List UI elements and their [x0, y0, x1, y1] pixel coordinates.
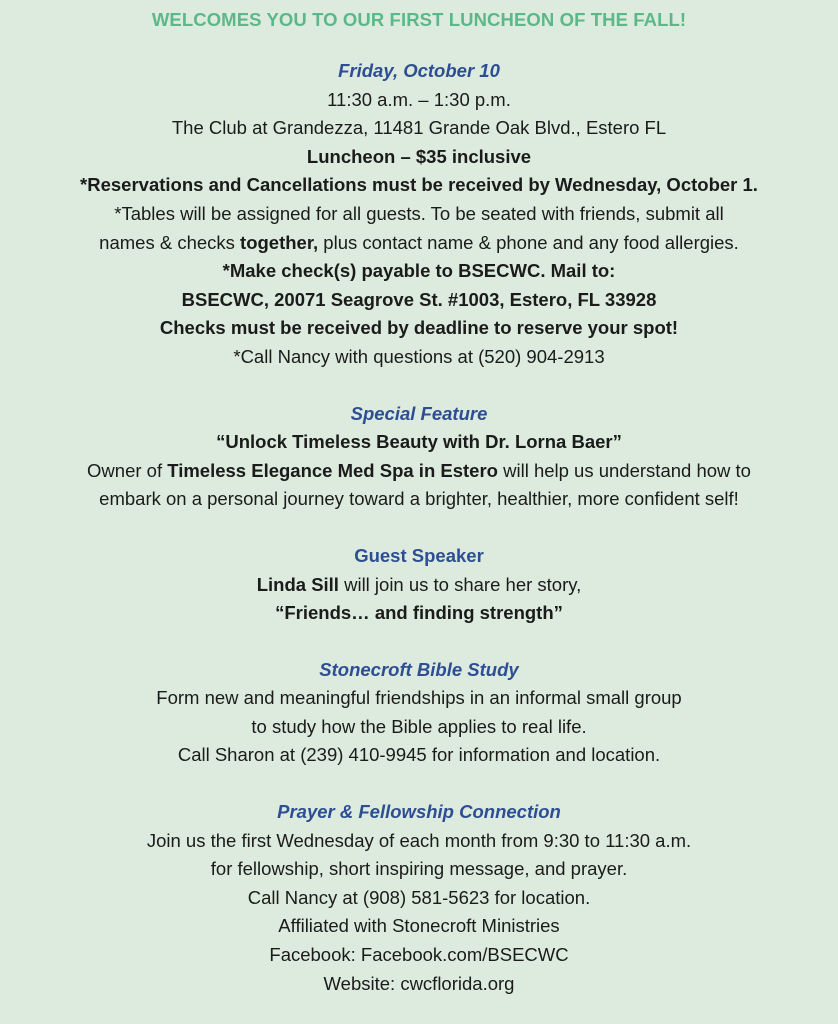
bible-study-line-1: Form new and meaningful friendships in an informal small group — [156, 687, 682, 709]
feature-text-end: will help us understand how to — [497, 459, 751, 481]
speaker-name: Linda Sill — [256, 573, 339, 595]
event-section — [0, 57, 838, 372]
prayer-line-2: for fellowship, short inspiring message, and prayer. — [210, 858, 628, 880]
speaker-story-title: “Friends… and finding strength” — [275, 602, 563, 624]
speaker-section — [0, 542, 838, 628]
feature-title: Special Feature — [350, 402, 488, 424]
tables-note-line-2 — [0, 229, 838, 258]
affiliation: Affiliated with Stonecroft Ministries — [278, 915, 560, 937]
facebook-link[interactable]: Facebook: Facebook.com/BSECWC — [269, 944, 569, 966]
headline: WELCOMES YOU TO OUR FIRST LUNCHEON OF THE FALL! — [151, 9, 687, 30]
speaker-text: will join us to share her story, — [338, 573, 582, 595]
speaker-line-1 — [0, 571, 838, 600]
feature-section — [0, 400, 838, 514]
speaker-title: Guest Speaker — [354, 544, 484, 566]
mailing-address: BSECWC, 20071 Seagrove St. #1003, Estero, FL 33928 — [181, 288, 657, 310]
tables-note-text: names & checks — [99, 231, 241, 253]
event-time: 11:30 a.m. – 1:30 p.m. — [327, 88, 511, 110]
prayer-line-1: Join us the first Wednesday of each month from 9:30 to 11:30 a.m. — [146, 829, 692, 851]
checks-deadline: Checks must be received by deadline to reserve your spot! — [159, 317, 679, 339]
feature-line-1 — [0, 457, 838, 486]
feature-line-2: embark on a personal journey toward a brighter, healthier, more confident self! — [99, 488, 739, 510]
bible-study-title: Stonecroft Bible Study — [319, 658, 519, 680]
prayer-section — [0, 798, 838, 998]
tables-note-emphasis: together, — [240, 231, 319, 253]
contact-nancy: *Call Nancy with questions at (520) 904-2913 — [233, 345, 605, 367]
prayer-title: Prayer & Fellowship Connection — [277, 801, 561, 823]
event-venue: The Club at Grandezza, 11481 Grande Oak Blvd., Estero FL — [171, 117, 667, 139]
prayer-contact: Call Nancy at (908) 581-5623 for location. — [247, 886, 591, 908]
payable-instruction: *Make check(s) payable to BSECWC. Mail to: — [222, 260, 616, 282]
website-link[interactable]: Website: cwcflorida.org — [323, 972, 515, 994]
bible-study-section — [0, 656, 838, 770]
bible-study-line-2: to study how the Bible applies to real life. — [251, 715, 587, 737]
reservation-deadline: *Reservations and Cancellations must be received by Wednesday, October 1. — [80, 174, 758, 196]
feature-text: Owner of — [87, 459, 168, 481]
bible-study-contact: Call Sharon at (239) 410-9945 for information and location. — [177, 744, 661, 766]
feature-business-name: Timeless Elegance Med Spa in Estero — [167, 459, 498, 481]
tables-note-text-end: plus contact name & phone and any food allergies. — [318, 231, 739, 253]
tables-note-line-1: *Tables will be assigned for all guests. To be seated with friends, submit all — [114, 202, 724, 224]
feature-talk-title: “Unlock Timeless Beauty with Dr. Lorna Baer” — [216, 431, 622, 453]
event-price: Luncheon – $35 inclusive — [306, 145, 532, 167]
event-date: Friday, October 10 — [338, 60, 500, 81]
